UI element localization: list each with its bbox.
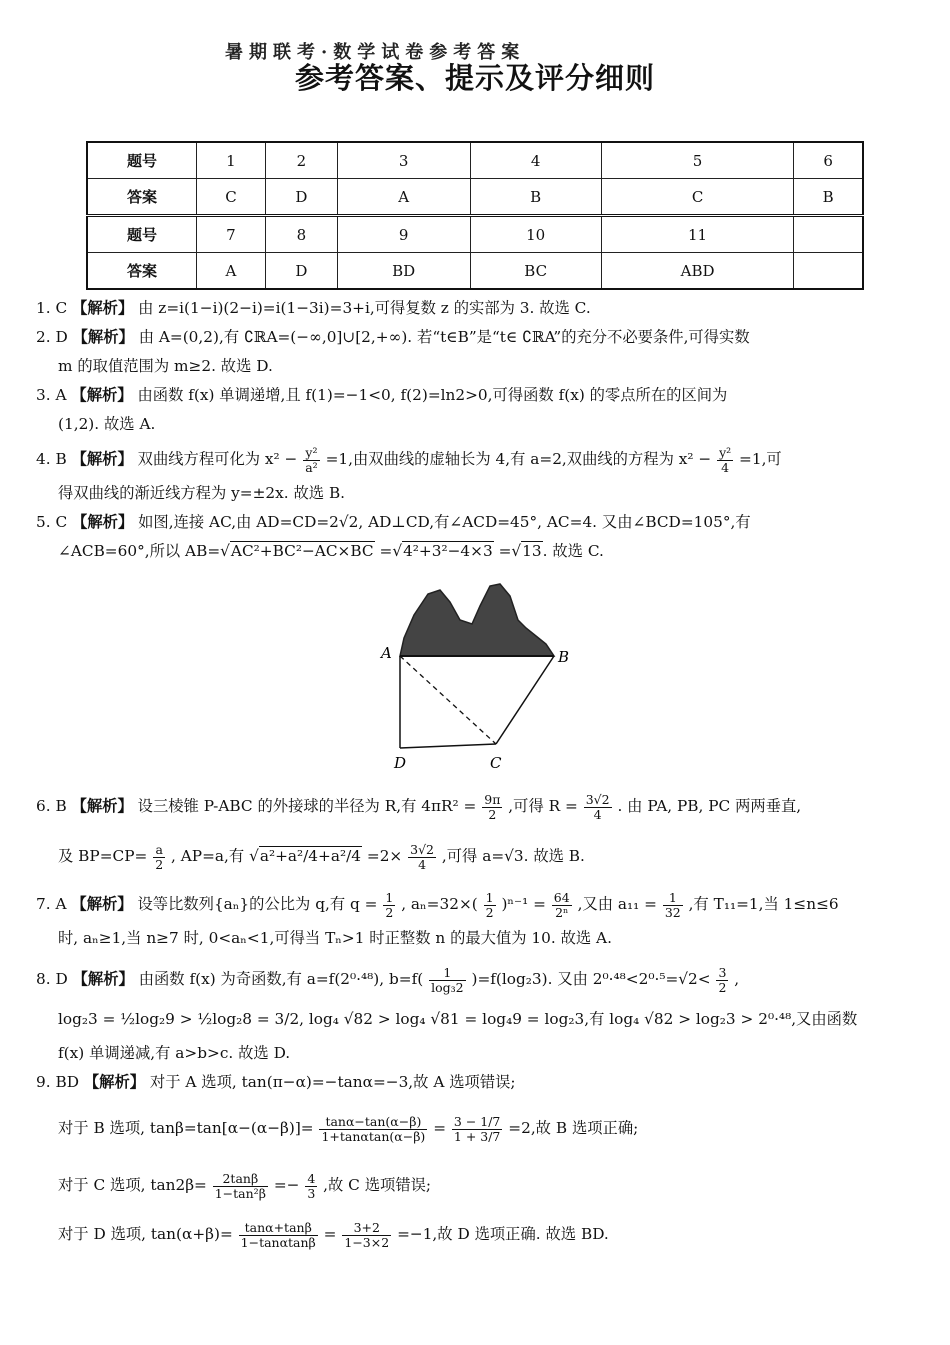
fraction: $\frac{2\tan\beta}{\text{1−tan²β}}$ [214, 1170, 266, 1201]
fraction: $\frac{3 - 1/7}{1 + 3/7}$ [453, 1113, 501, 1144]
solution-6-cont: 及 BP=CP= $\frac{a}{2}$ , AP=a,有 √a²+a²/4+a²/4 =2× $\frac{3√2}{4}$ ,可得 a=√3. 故选 B. [58, 841, 585, 872]
solution-3-cont: (1,2). 故选 A. [58, 415, 156, 433]
fraction: $\frac{\tan\alpha-\tan(\alpha-\beta)}{1+\tan\alpha\tan(\alpha-\beta)}$ [321, 1113, 426, 1144]
table-row [87, 179, 863, 216]
table-cell: 4 [470, 142, 601, 179]
table-cell: B [794, 179, 863, 216]
table-cell: 9 [337, 216, 470, 253]
label-b: B [558, 648, 570, 666]
solution-9-b: 对于 B 选项, tanβ=tan[α−(α−β)]= $\frac{\tan\alpha-\tan(\alpha-\beta)}{1+\tan\alpha\tan(\alpha-\beta)}$ = $\frac{3 - 1/7}{1 + 3/7}$ =2,故 B 选项正确; [58, 1113, 639, 1144]
table-cell [794, 253, 863, 290]
fraction: $\frac{\text{y²}}{\text{a²}}$ [305, 444, 318, 475]
solution-5: 5. C 【解析】 如图,连接 AC,由 AD=CD=2√2, AD⊥CD,有∠ACD=45°, AC=4. 又由∠BCD=105°,有 [36, 513, 751, 531]
shaded-region [400, 584, 554, 656]
table-cell: A [337, 179, 470, 216]
table-cell: 2 [265, 142, 337, 179]
solution-9: 9. BD 【解析】 对于 A 选项, tan(π−α)=−tanα=−3,故 A 选项错误; [36, 1073, 516, 1091]
table-row [87, 253, 863, 290]
table-row [87, 216, 863, 253]
solution-9-d: 对于 D 选项, tan(α+β)= $\frac{\tan\alpha+\tan\beta}{1-\tan\alpha\tan\beta}$ = $\frac{3+2}{1-3\times 2}$ =−1,故 D 选项正确. 故选 BD. [58, 1219, 609, 1250]
row-label-question: 题号 [87, 216, 197, 253]
solution-2: 2. D 【解析】 由 A=(0,2),有 ∁ℝA=(−∞,0]∪[2,+∞). 若“t∈B”是“t∈ ∁ℝA”的充分不必要条件,可得实数 [36, 328, 750, 346]
page-title: 参考答案、提示及评分细则 [294, 61, 655, 95]
solution-8: 8. D 【解析】 由函数 f(x) 为奇函数,有 a=f(2⁰·⁴⁸), b=f( $\frac{1}{\text{log₃2}}$ )=f(log₂3). 又由 2⁰·⁴⁸<2⁰·⁵=√2< $\frac{3}{2}$ , [36, 964, 740, 995]
label-a: A [381, 644, 392, 662]
fraction: $\frac{1}{\text{log₃2}}$ [431, 964, 464, 995]
header-strip-text: 暑期联考·数学试卷参考答案 [225, 42, 526, 63]
table-cell: BC [470, 253, 601, 290]
table-cell: C [601, 179, 794, 216]
fraction: $\frac{1}{2}$ [385, 889, 394, 920]
solution-6: 6. B 【解析】 设三棱锥 P-ABC 的外接球的半径为 R,有 4πR² = $\frac{9\pi}{2}$ ,可得 R = $\frac{3√2}{4}$ . 由 PA, PB, PC 两两垂直, [36, 791, 802, 822]
solution-5-cont: ∠ACB=60°,所以 AB=√AC²+BC²−AC×BC =√4²+3²−4×3 =√13. 故选 C. [58, 542, 604, 560]
geometry-figure [376, 580, 576, 775]
fraction: $\frac{3+2}{1-3\times 2}$ [344, 1219, 390, 1250]
fraction: $\frac{\tan\alpha+\tan\beta}{1-\tan\alpha\tan\beta}$ [240, 1219, 316, 1250]
fraction: $\frac{64}{\text{2ⁿ}}$ [553, 889, 570, 920]
table-cell: 6 [794, 142, 863, 179]
table-cell: 11 [601, 216, 794, 253]
table-cell: 3 [337, 142, 470, 179]
fraction: $\frac{a}{2}$ [155, 841, 164, 872]
fraction: $\frac{\text{y²}}{4}$ [719, 444, 732, 475]
solution-8-cont2: f(x) 单调递减,有 a>b>c. 故选 D. [58, 1044, 291, 1062]
label-d: D [394, 754, 407, 772]
segment-dc [400, 744, 496, 748]
fraction: $\frac{3√2}{4}$ [585, 791, 610, 822]
fraction: $\frac{1}{2}$ [485, 889, 494, 920]
table-cell: BD [337, 253, 470, 290]
solution-4: 4. B 【解析】 双曲线方程可化为 x² − $\frac{\text{y²}}{\text{a²}}$ =1,由双曲线的虚轴长为 4,有 a=2,双曲线的方程为 x² − $\frac{\text{y²}}{4}$ =1,可 [36, 444, 782, 475]
solutions [36, 294, 912, 566]
fraction: $\frac{3√2}{4}$ [410, 841, 434, 872]
table-cell: C [197, 179, 266, 216]
table-cell: 10 [470, 216, 601, 253]
segment-cb [496, 656, 554, 744]
label-c: C [490, 754, 502, 772]
solution-4-cont: 得双曲线的渐近线方程为 y=±2x. 故选 B. [58, 484, 346, 502]
table-cell: A [197, 253, 266, 290]
table-cell: 1 [197, 142, 266, 179]
fraction: $\frac{3}{2}$ [718, 964, 727, 995]
table-cell: D [265, 253, 337, 290]
header-strip [225, 28, 725, 63]
table-cell: D [265, 179, 337, 216]
table-cell: B [470, 179, 601, 216]
table-cell: 8 [265, 216, 337, 253]
table-cell: ABD [601, 253, 794, 290]
segment-ac-dashed [400, 656, 496, 744]
solutions-lower [36, 786, 912, 1257]
row-label-answer: 答案 [87, 253, 197, 290]
table-row [87, 142, 863, 179]
table-cell [794, 216, 863, 253]
solution-7: 7. A 【解析】 设等比数列{aₙ}的公比为 q,有 q = $\frac{1}{2}$ , aₙ=32×( $\frac{1}{2}$ )ⁿ⁻¹ = $\frac{64}{\text{2ⁿ}}$ ,又由 a₁₁ = $\frac{1}{32}$ ,有 T₁₁=1,当 1≤n≤6 [36, 889, 839, 920]
solution-7-cont: 时, aₙ≥1,当 n≥7 时, 0<aₙ<1,可得当 Tₙ>1 时正整数 n 的最大值为 10. 故选 A. [58, 929, 612, 947]
fraction: $\frac{1}{32}$ [664, 889, 681, 920]
fraction: $\frac{9\pi}{2}$ [484, 791, 501, 822]
answer-table [86, 141, 864, 290]
solution-1: 1. C 【解析】 由 z=i(1−i)(2−i)=i(1−3i)=3+i,可得复数 z 的实部为 3. 故选 C. [36, 299, 591, 317]
row-label-question: 题号 [87, 142, 197, 179]
table-cell: 5 [601, 142, 794, 179]
table-cell: 7 [197, 216, 266, 253]
solution-9-c: 对于 C 选项, tan2β= $\frac{2\tan\beta}{\text{1−tan²β}}$ =− $\frac{4}{3}$ ,故 C 选项错误; [58, 1170, 432, 1201]
row-label-answer: 答案 [87, 179, 197, 216]
solution-2-cont: m 的取值范围为 m≥2. 故选 D. [58, 357, 273, 375]
solution-8-cont: log₂3 = ½log₂9 > ½log₂8 = 3/2, log₄ √82 > log₄ √81 = log₄9 = log₂3,有 log₄ √82 > log₂3 > 2⁰·⁴⁸,又由函数 [58, 1010, 858, 1028]
fraction: $\frac{4}{3}$ [307, 1170, 316, 1201]
solution-3: 3. A 【解析】 由函数 f(x) 单调递增,且 f(1)=−1<0, f(2)=ln2>0,可得函数 f(x) 的零点所在的区间为 [36, 386, 728, 404]
